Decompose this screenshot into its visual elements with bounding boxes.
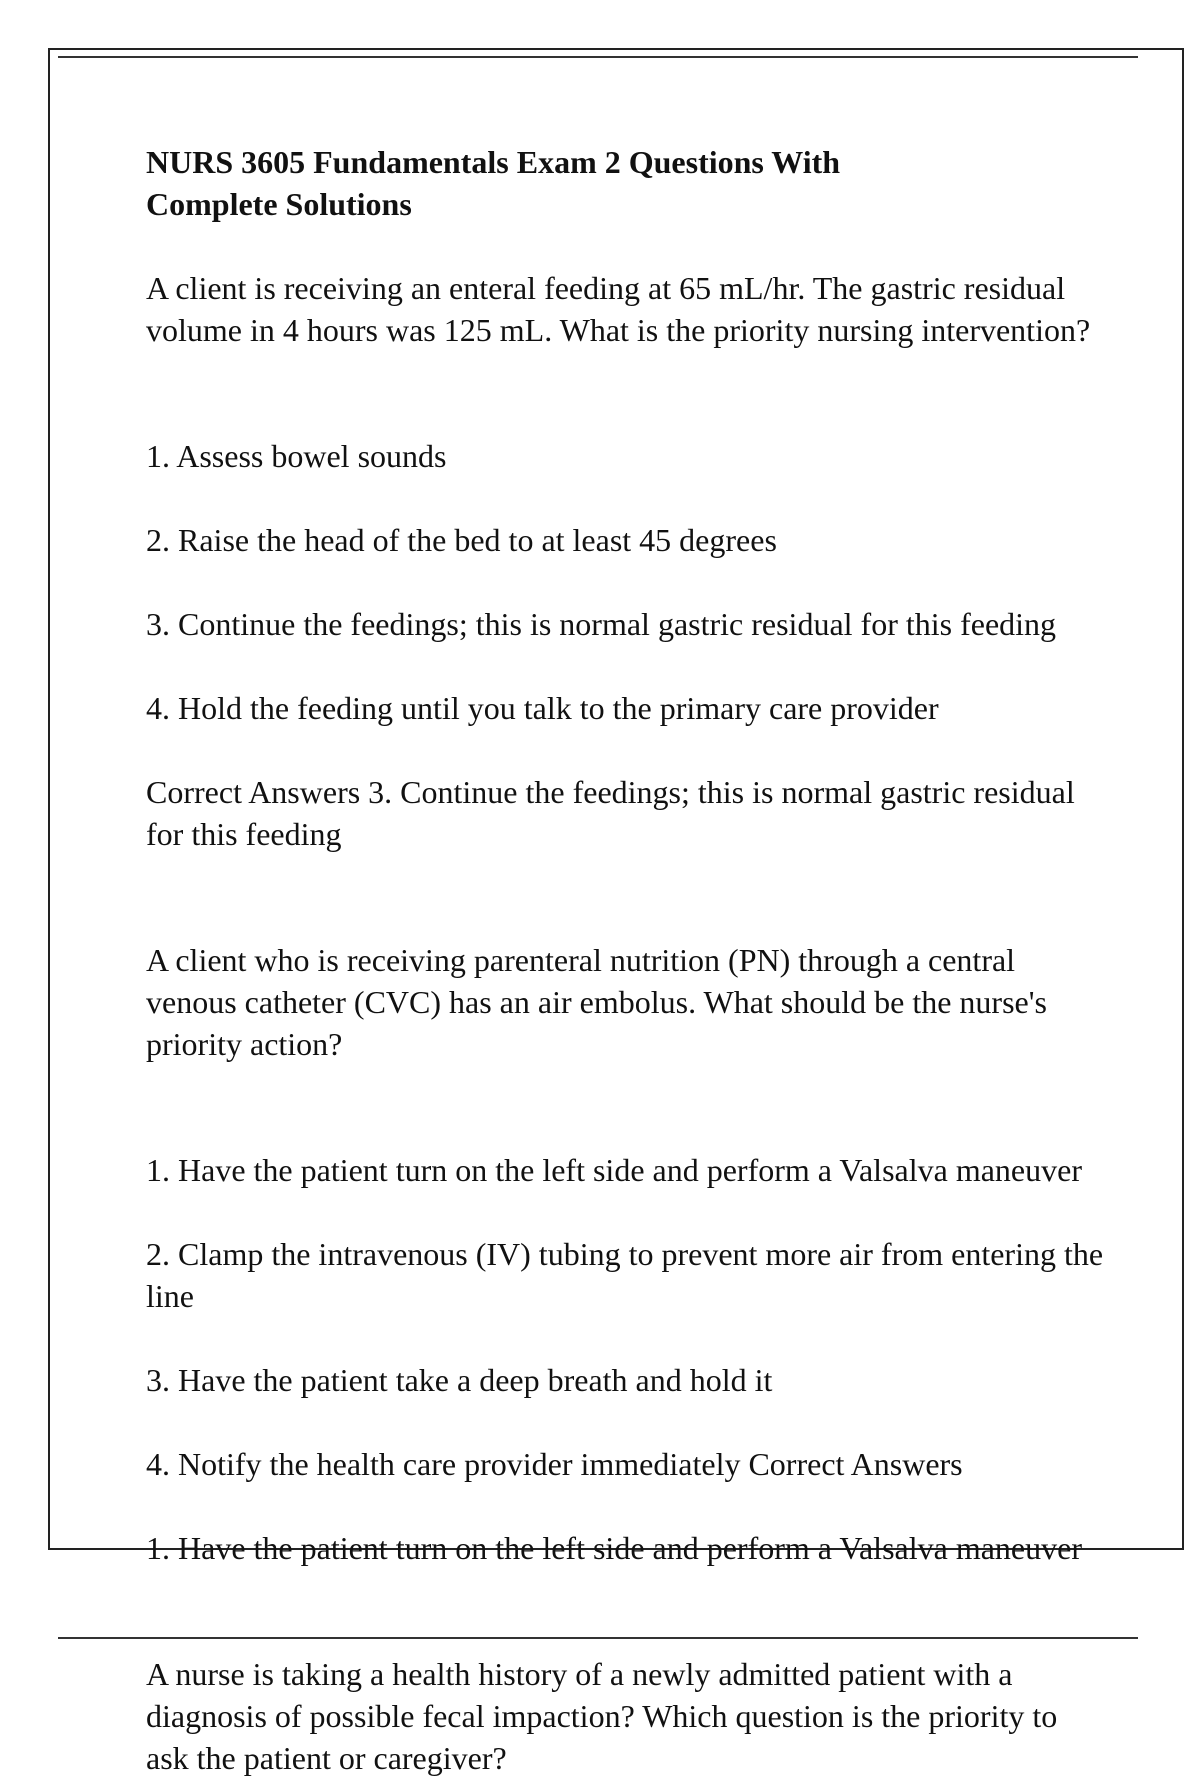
question-1-option-1: 1. Assess bowel sounds: [146, 438, 447, 474]
question-2-options: [146, 1107, 1106, 1611]
question-1-options: [146, 393, 1106, 897]
question-1-option-3: 3. Continue the feedings; this is normal gastric residual for this feeding: [146, 606, 1057, 642]
document-content: [146, 141, 1106, 1779]
question-2-option-1: 1. Have the patient turn on the left side and perform a Valsalva maneuver: [146, 1152, 1082, 1188]
question-1-stem: A client is receiving an enteral feeding at 65 mL/hr. The gastric residual volume in 4 hours was 125 mL. What is the priority nursing intervention?: [146, 270, 1091, 348]
document-title: NURS 3605 Fundamentals Exam 2 Questions With Complete Solutions: [146, 144, 841, 222]
question-1-option-4: 4. Hold the feeding until you talk to the primary care provider: [146, 690, 939, 726]
question-2-option-3: 3. Have the patient take a deep breath and hold it: [146, 1362, 773, 1398]
question-2-stem: A client who is receiving parenteral nutrition (PN) through a central venous catheter (CVC) has an air embolus. What should be the nurse's priority action?: [146, 942, 1047, 1062]
question-3-stem: A nurse is taking a health history of a newly admitted patient with a diagnosis of possible fecal impaction? Which question is the priority to ask the patient or caregiver?: [146, 1656, 1058, 1776]
question-1-option-2: 2. Raise the head of the bed to at least 45 degrees: [146, 522, 777, 558]
question-2-option-4: 4. Notify the health care provider immediately Correct Answers: [146, 1446, 963, 1482]
question-2-correct-answer: 1. Have the patient turn on the left side and perform a Valsalva maneuver: [146, 1530, 1082, 1566]
question-1-correct-answer: Correct Answers 3. Continue the feedings; this is normal gastric residual for this feeding: [146, 774, 1075, 852]
question-2-option-2: 2. Clamp the intravenous (IV) tubing to prevent more air from entering the line: [146, 1236, 1104, 1314]
bottom-rule: [58, 1637, 1138, 1639]
